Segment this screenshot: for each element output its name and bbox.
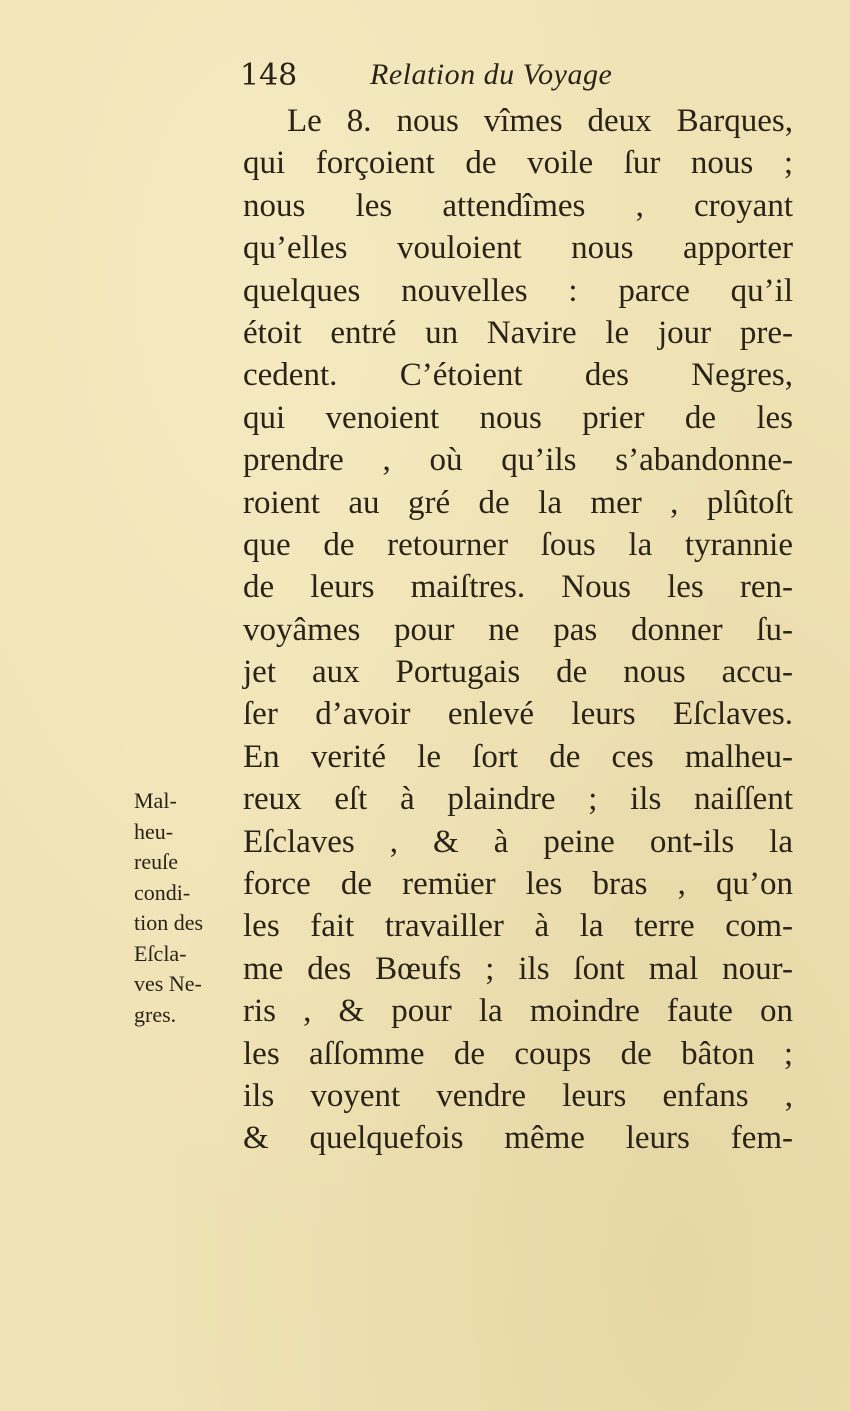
text-line: & quelquefois même leurs fem- [243, 1120, 793, 1157]
text-line: Le 8. nous vîmes deux Barques, [287, 103, 793, 139]
margin-note-line: ves Ne- [134, 971, 202, 996]
margin-note-line: Eſcla- [134, 940, 187, 966]
text-line: prendre , où qu’ils s’abandonne- [243, 442, 793, 479]
text-line: les aſſomme de coups de bâton ; [243, 1035, 793, 1072]
text-line: qui venoient nous prier de les [243, 399, 793, 436]
text-line: étoit entré un Navire le jour pre- [243, 314, 793, 351]
text-line: que de retourner ſous la tyrannie [243, 526, 793, 563]
margin-note [134, 786, 234, 1030]
margin-note-line: condi- [134, 879, 191, 905]
text-line: jet aux Portugais de nous accu- [243, 654, 793, 691]
body-text [243, 100, 793, 1160]
page-number: 148 [240, 58, 298, 93]
text-line: ris , & pour la moindre faute on [243, 993, 793, 1030]
text-line: force de remüer les bras , qu’on [243, 866, 793, 903]
margin-note-line: tion des [134, 910, 204, 935]
text-line: reux eſt à plaindre ; ils naiſſent [243, 781, 793, 818]
text-line: quelques nouvelles : parce qu’il [243, 272, 793, 309]
margin-note-line: gres. [134, 1001, 177, 1027]
text-line: de leurs maiſtres. Nous les ren- [243, 569, 793, 606]
text-line: Eſclaves , & à peine ont-ils la [243, 823, 793, 860]
text-line: ils voyent vendre leurs enfans , [243, 1077, 793, 1114]
margin-note-line: Mal- [134, 788, 177, 813]
text-line: voyâmes pour ne pas donner ſu- [243, 611, 793, 648]
running-head: Relation du Voyage [370, 58, 613, 91]
text-line: qui forçoient de voile ſur nous ; [243, 145, 793, 182]
text-line: roient au gré de la mer , plûtoſt [243, 484, 793, 521]
text-line: qu’elles vouloient nous apporter [243, 230, 793, 267]
text-line: cedent. C’étoient des Negres, [243, 357, 793, 394]
page-header [240, 58, 680, 98]
text-line: ſer d’avoir enlevé leurs Eſclaves. [243, 696, 793, 733]
text-line: En verité le ſort de ces malheu- [243, 738, 793, 775]
margin-note-line: heu- [134, 818, 174, 844]
text-line: nous les attendîmes , croyant [243, 187, 793, 224]
margin-note-line: reuſe [134, 849, 178, 874]
text-line: les fait travailler à la terre com- [243, 908, 793, 945]
text-line: me des Bœufs ; ils ſont mal nour- [243, 950, 793, 987]
